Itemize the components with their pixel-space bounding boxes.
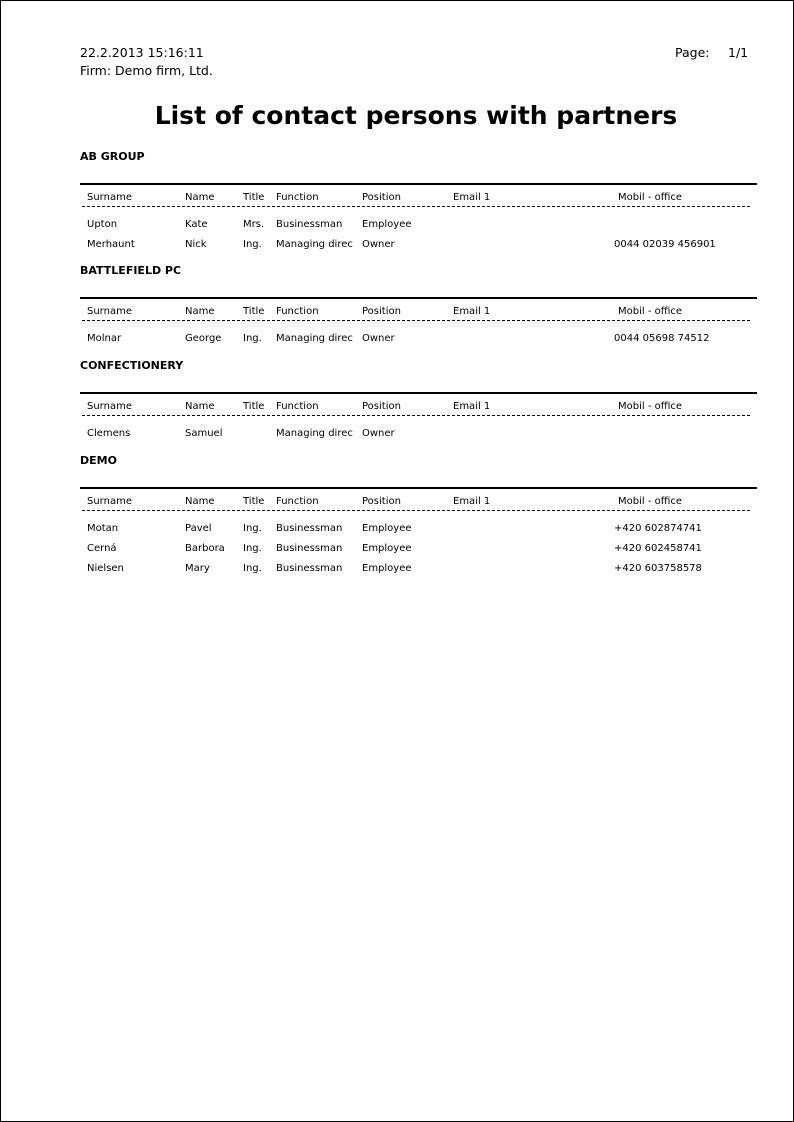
cell-name: Kate <box>185 219 208 230</box>
cell-surname: Merhaunt <box>87 239 135 250</box>
firm-name: Firm: Demo firm, Ltd. <box>80 63 213 78</box>
contact-row <box>1 239 793 259</box>
header-underline <box>82 415 750 416</box>
column-header-function: Function <box>276 496 319 507</box>
partner-name: BATTLEFIELD PC <box>80 264 182 277</box>
group-separator <box>80 297 757 299</box>
header-underline <box>82 206 750 207</box>
partner-name: DEMO <box>80 454 117 467</box>
header-underline <box>82 320 750 321</box>
column-header-name: Name <box>185 401 215 412</box>
column-header-title: Title <box>243 306 265 317</box>
cell-name: Mary <box>185 563 210 574</box>
column-header-name: Name <box>185 496 215 507</box>
partner-name: AB GROUP <box>80 150 145 163</box>
column-header-surname: Surname <box>87 306 132 317</box>
cell-mobile: 0044 05698 74512 <box>614 333 710 344</box>
group-separator <box>80 487 757 489</box>
contact-row <box>1 563 793 583</box>
cell-function: Managing direc <box>276 333 353 344</box>
column-header-mobile: Mobil - office <box>618 496 683 507</box>
column-header-mobile: Mobil - office <box>618 401 683 412</box>
column-header-surname: Surname <box>87 192 132 203</box>
column-header-function: Function <box>276 306 319 317</box>
cell-position: Owner <box>362 428 395 439</box>
column-header-position: Position <box>362 401 401 412</box>
contact-row <box>1 219 793 239</box>
column-header-email: Email 1 <box>453 192 491 203</box>
column-header-name: Name <box>185 192 215 203</box>
cell-position: Employee <box>362 543 412 554</box>
column-header-name: Name <box>185 306 215 317</box>
cell-title: Ing. <box>243 563 262 574</box>
group-separator <box>80 392 757 394</box>
cell-surname: Clemens <box>87 428 131 439</box>
column-header-function: Function <box>276 401 319 412</box>
cell-position: Employee <box>362 219 412 230</box>
cell-name: George <box>185 333 222 344</box>
cell-name: Nick <box>185 239 207 250</box>
cell-function: Businessman <box>276 563 343 574</box>
column-header-email: Email 1 <box>453 306 491 317</box>
page-number: 1/1 <box>728 45 749 60</box>
column-header-surname: Surname <box>87 496 132 507</box>
cell-title: Mrs. <box>243 219 265 230</box>
cell-surname: Motan <box>87 523 119 534</box>
group-separator <box>80 183 757 185</box>
contact-row <box>1 428 793 448</box>
cell-mobile: +420 602874741 <box>614 523 702 534</box>
cell-position: Employee <box>362 563 412 574</box>
cell-name: Samuel <box>185 428 223 439</box>
cell-title: Ing. <box>243 333 262 344</box>
column-header-mobile: Mobil - office <box>618 192 683 203</box>
cell-surname: Upton <box>87 219 118 230</box>
column-header-title: Title <box>243 401 265 412</box>
contact-row <box>1 333 793 353</box>
column-header-position: Position <box>362 306 401 317</box>
column-header-title: Title <box>243 192 265 203</box>
column-header-email: Email 1 <box>453 401 491 412</box>
cell-function: Businessman <box>276 219 343 230</box>
cell-function: Businessman <box>276 523 343 534</box>
cell-surname: Nielsen <box>87 563 124 574</box>
cell-function: Managing direc <box>276 428 353 439</box>
contact-row <box>1 543 793 563</box>
column-header-function: Function <box>276 192 319 203</box>
column-header-surname: Surname <box>87 401 132 412</box>
cell-surname: Molnar <box>87 333 122 344</box>
cell-position: Owner <box>362 333 395 344</box>
column-header-position: Position <box>362 496 401 507</box>
column-header-title: Title <box>243 496 265 507</box>
cell-position: Employee <box>362 523 412 534</box>
report-title: List of contact persons with partners <box>154 101 678 130</box>
cell-title: Ing. <box>243 523 262 534</box>
column-header-mobile: Mobil - office <box>618 306 683 317</box>
cell-mobile: +420 602458741 <box>614 543 702 554</box>
print-datetime: 22.2.2013 15:16:11 <box>80 45 204 60</box>
partner-name: CONFECTIONERY <box>80 359 184 372</box>
cell-mobile: +420 603758578 <box>614 563 702 574</box>
cell-position: Owner <box>362 239 395 250</box>
cell-surname: Cerná <box>87 543 117 554</box>
column-header-email: Email 1 <box>453 496 491 507</box>
column-header-position: Position <box>362 192 401 203</box>
cell-title: Ing. <box>243 239 262 250</box>
cell-name: Pavel <box>185 523 212 534</box>
page-label: Page: <box>675 45 710 60</box>
cell-name: Barbora <box>185 543 225 554</box>
cell-function: Businessman <box>276 543 343 554</box>
cell-title: Ing. <box>243 543 262 554</box>
contact-row <box>1 523 793 543</box>
header-underline <box>82 510 750 511</box>
cell-mobile: 0044 02039 456901 <box>614 239 716 250</box>
cell-function: Managing direc <box>276 239 353 250</box>
